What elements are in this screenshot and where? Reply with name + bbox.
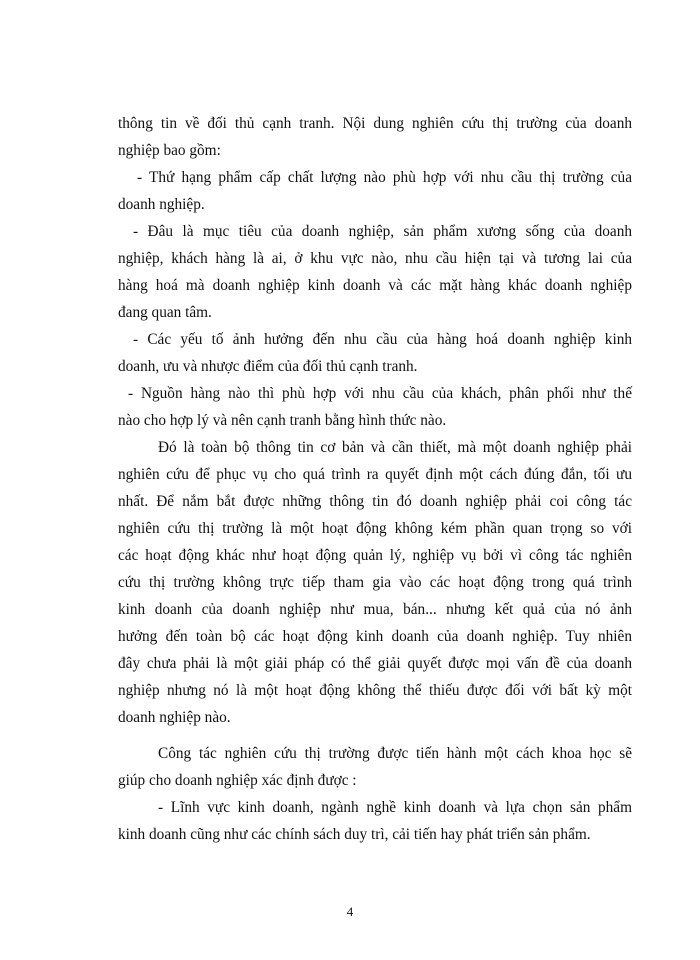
bullet-line: - Nguồn hàng nào thì phù hợp với nhu cầu của khách, phân phối như thế — [128, 385, 632, 402]
text-line: nghiệp nhưng nó là một hoạt động không thể thiếu được đối với bất kỳ một — [118, 682, 632, 699]
text-line: giúp cho doanh nghiệp xác định được : — [118, 772, 357, 789]
text-line: nghiên cứu thị trường là một hoạt động không kém phần quan trọng so với — [118, 520, 632, 537]
bullet-line: - Đâu là mục tiêu của doanh nghiệp, sản phẩm xương sống của doanh — [133, 223, 632, 240]
bullet-line: - Các yếu tố ảnh hưởng đến nhu cầu của hàng hoá doanh nghiệp kinh — [133, 331, 632, 348]
text-line: các hoạt động khác như hoạt động quản lý, nghiệp vụ bởi vì công tác nghiên — [118, 547, 632, 564]
text-line: doanh nghiệp. — [118, 196, 205, 213]
bullet-line: - Thứ hạng phẩm cấp chất lượng nào phù hợp với nhu cầu thị trường của — [137, 169, 632, 186]
paragraph-first-line: Đó là toàn bộ thông tin cơ bản và cần thiết, mà một doanh nghiệp phải — [158, 439, 632, 456]
paragraph-first-line: Công tác nghiên cứu thị trường được tiến hành một cách khoa học sẽ — [158, 745, 632, 762]
text-line: nghiệp, khách hàng là ai, ở khu vực nào, nhu cầu hiện tại và tương lai của — [118, 250, 632, 267]
text-line: hàng hoá mà doanh nghiệp kinh doanh và các mặt hàng khác doanh nghiệp — [118, 277, 632, 294]
text-line: kinh doanh của doanh nghiệp như mua, bán... nhưng kết quả của nó ảnh — [118, 601, 632, 618]
text-line: doanh nghiệp nào. — [118, 709, 231, 726]
page-number: 4 — [346, 904, 354, 919]
text-line: nghiên cứu để phục vụ cho quá trình ra quyết định một cách đúng đắn, tối ưu — [118, 466, 632, 483]
text-line: cứu thị trường không trực tiếp tham gia vào các hoạt động trong quá trình — [118, 574, 632, 591]
text-line: kinh doanh cũng như các chính sách duy trì, cải tiến hay phát triển sản phẩm. — [118, 826, 591, 843]
bullet-line: - Lĩnh vực kinh doanh, ngành nghề kinh doanh và lựa chọn sản phẩm — [158, 799, 632, 816]
text-line: nhất. Để nắm bắt được những thông tin đó doanh nghiệp phải coi công tác — [118, 493, 632, 510]
text-line: đang quan tâm. — [118, 304, 212, 321]
text-line: thông tin về đối thủ cạnh tranh. Nội dung nghiên cứu thị trường của doanh — [118, 115, 632, 132]
text-line: nào cho hợp lý và nên cạnh tranh bằng hình thức nào. — [118, 412, 447, 429]
text-line: đây chưa phải là một giải pháp có thể giải quyết được mọi vấn đề của doanh — [118, 655, 632, 672]
text-line: hưởng đến toàn bộ các hoạt động kinh doanh của doanh nghiệp. Tuy nhiên — [118, 628, 632, 645]
text-line: doanh, ưu và nhược điểm của đối thủ cạnh tranh. — [118, 358, 418, 375]
text-line: nghiệp bao gồm: — [118, 142, 221, 159]
